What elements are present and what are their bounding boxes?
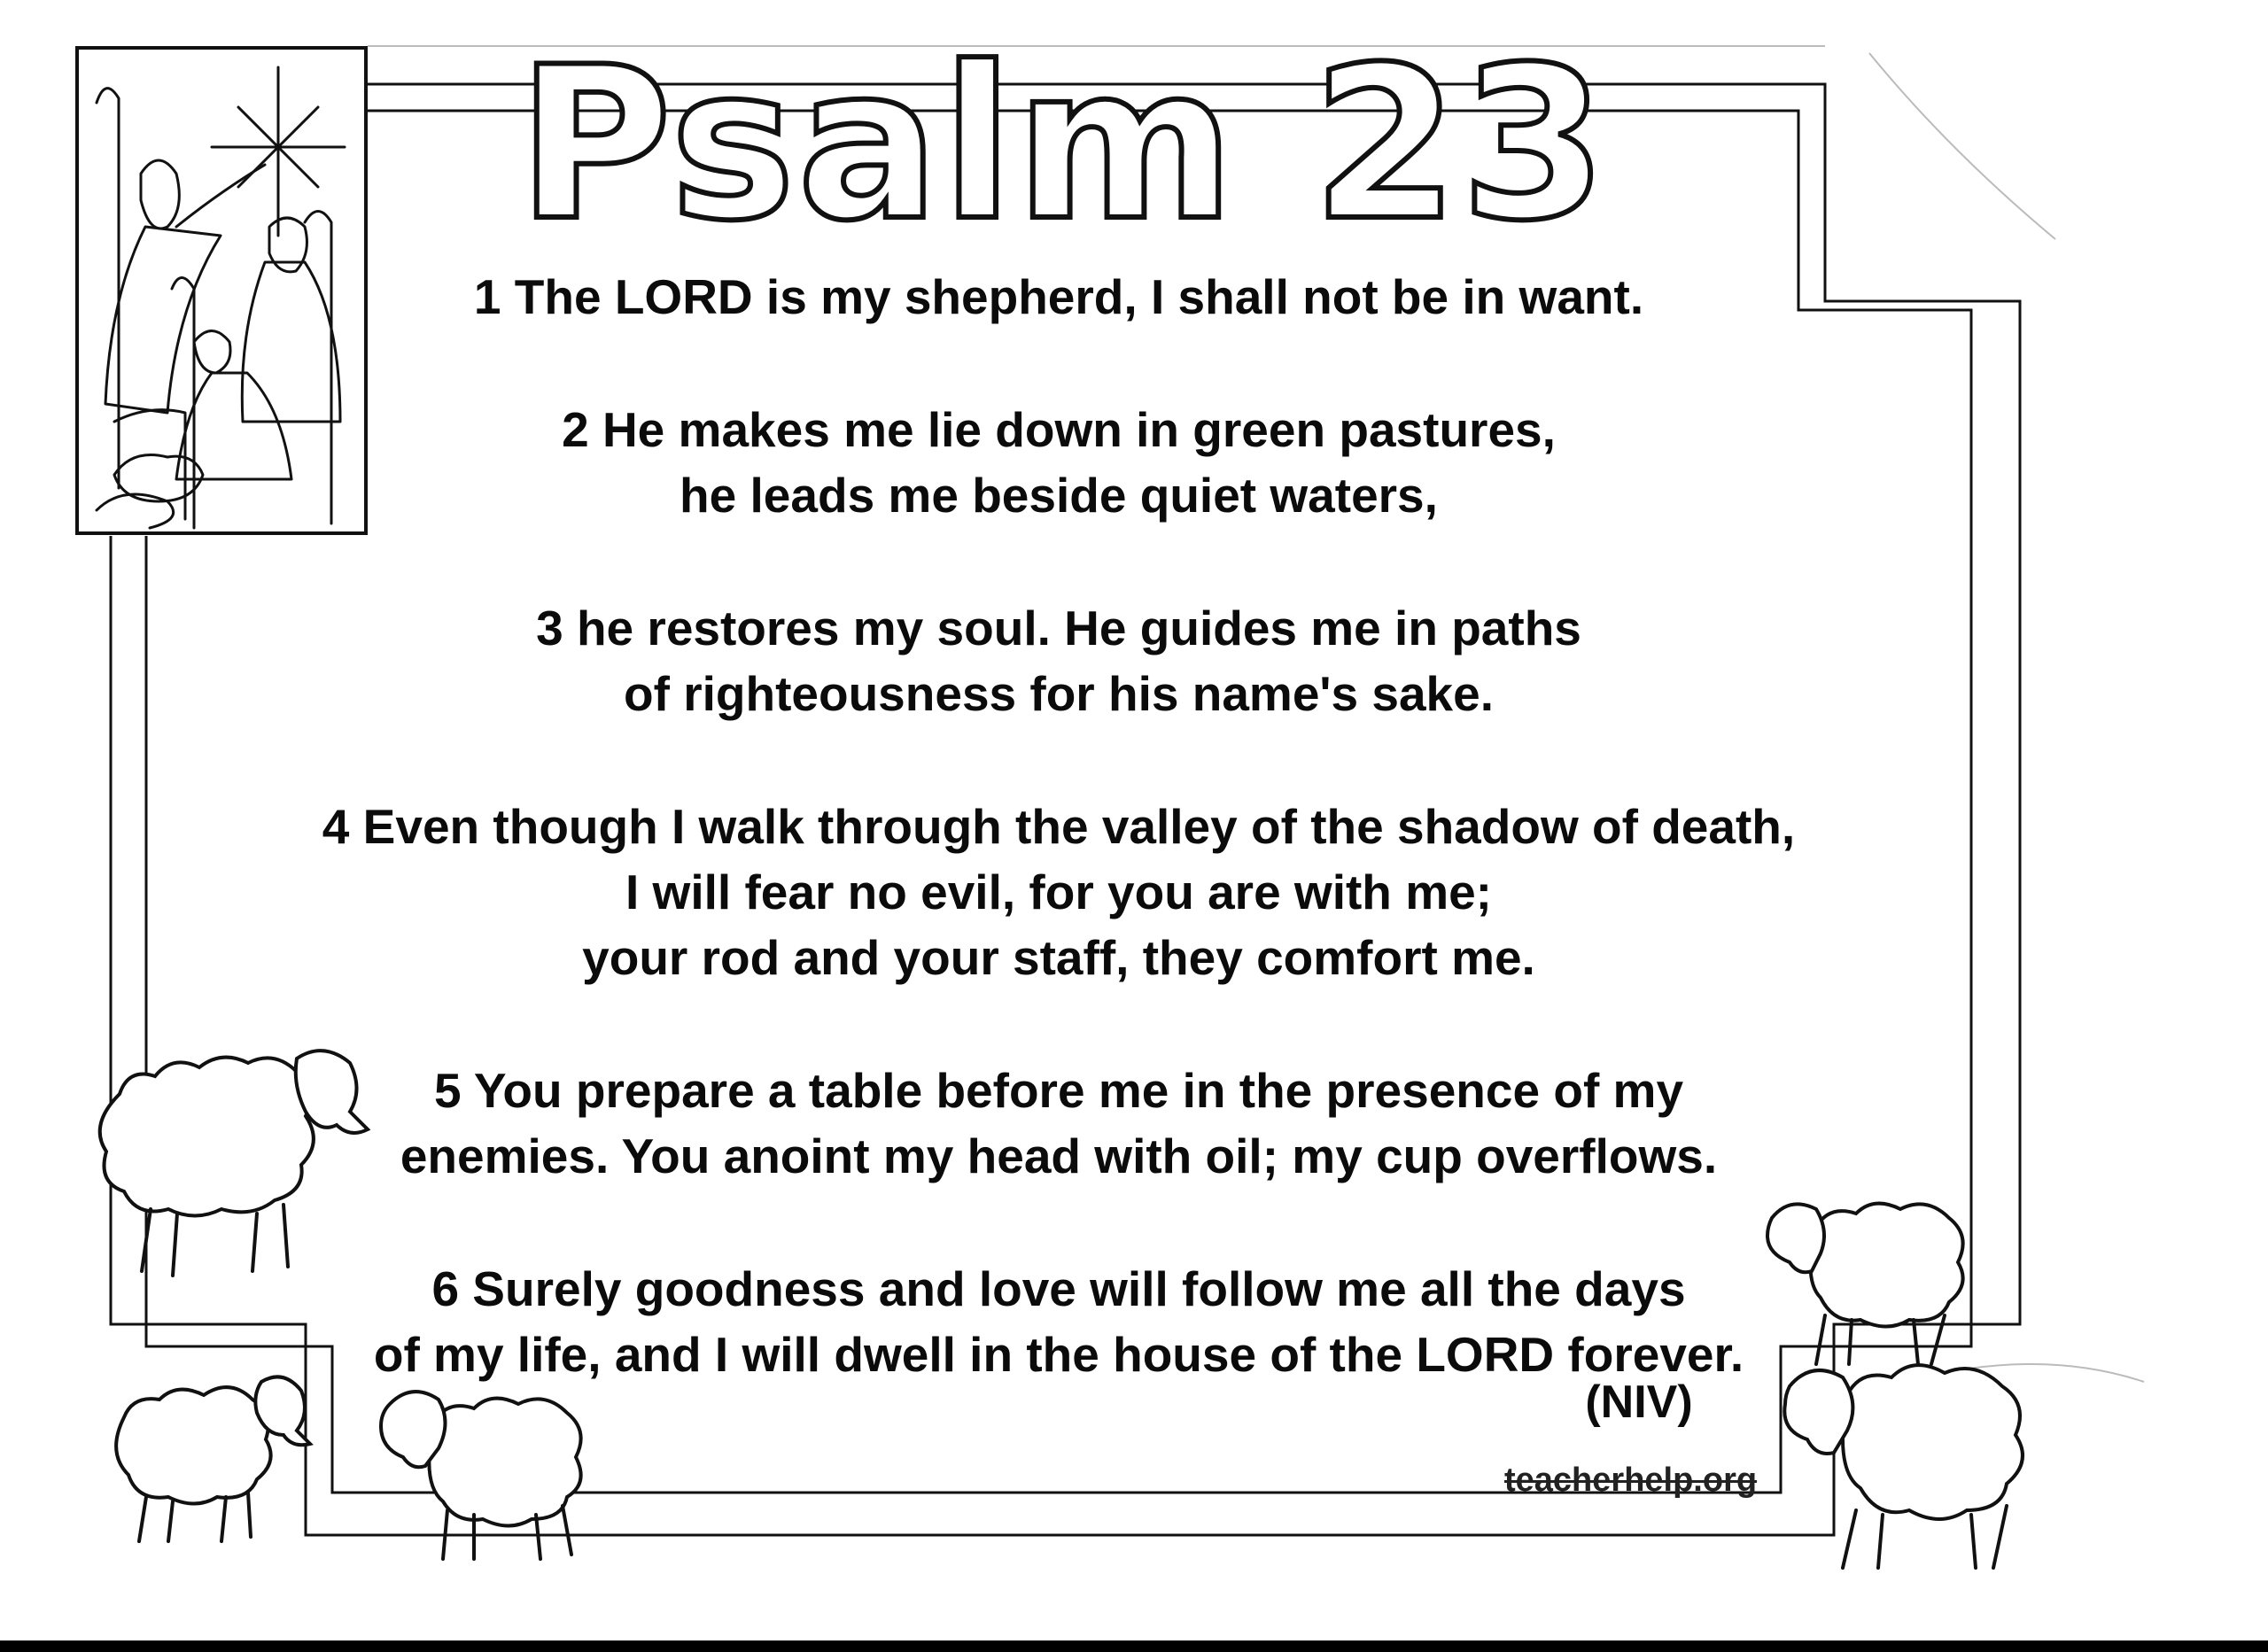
verse-line: 6 Surely goodness and love will follow me all the days [431,1261,1686,1316]
verse-line: 1 The LORD is my shepherd, I shall not be in want. [473,269,1644,324]
verse-5 [177,1058,1940,1189]
verse-4 [177,794,1940,990]
star-icon [212,67,345,236]
verse-line: 3 he restores my soul. He guides me in paths [536,601,1581,655]
page-title [425,35,1701,248]
verse-line: of righteousness for his name's sake. [624,666,1494,721]
verse-line: enemies. You anoint my head with oil; my cup overflows. [400,1128,1718,1183]
verse-6 [177,1256,1940,1387]
sheep-icon [1763,1191,1984,1369]
page-title-text: Psalm 23 [517,35,1610,248]
sheep-icon [106,1364,319,1546]
scan-edge-bar [0,1640,2268,1652]
sheep-icon [1776,1351,2051,1572]
verse-line: he leads me beside quiet waters, [680,468,1438,523]
verse-line: of my life, and I will dwell in the house of the LORD forever. [373,1327,1744,1382]
sheep-icon [84,1041,377,1280]
verse-line: I will fear no evil, for you are with me; [625,865,1492,919]
psalm-text [177,264,1940,1454]
credit-text: teacherhelp.org [1504,1462,1758,1499]
verse-line: your rod and your staff, they comfort me. [582,930,1535,985]
translation-label: (NIV) [1585,1377,1693,1428]
verse-line: 5 You prepare a table before me in the presence of my [433,1063,1684,1118]
verse-line: 2 He makes me lie down in green pastures, [562,402,1556,457]
verse-line: 4 Even though I walk through the valley of the shadow of death, [322,799,1796,854]
verse-3 [177,595,1940,726]
verse-1 [177,264,1940,330]
sheep-icon [372,1377,611,1563]
verse-2 [177,397,1940,528]
